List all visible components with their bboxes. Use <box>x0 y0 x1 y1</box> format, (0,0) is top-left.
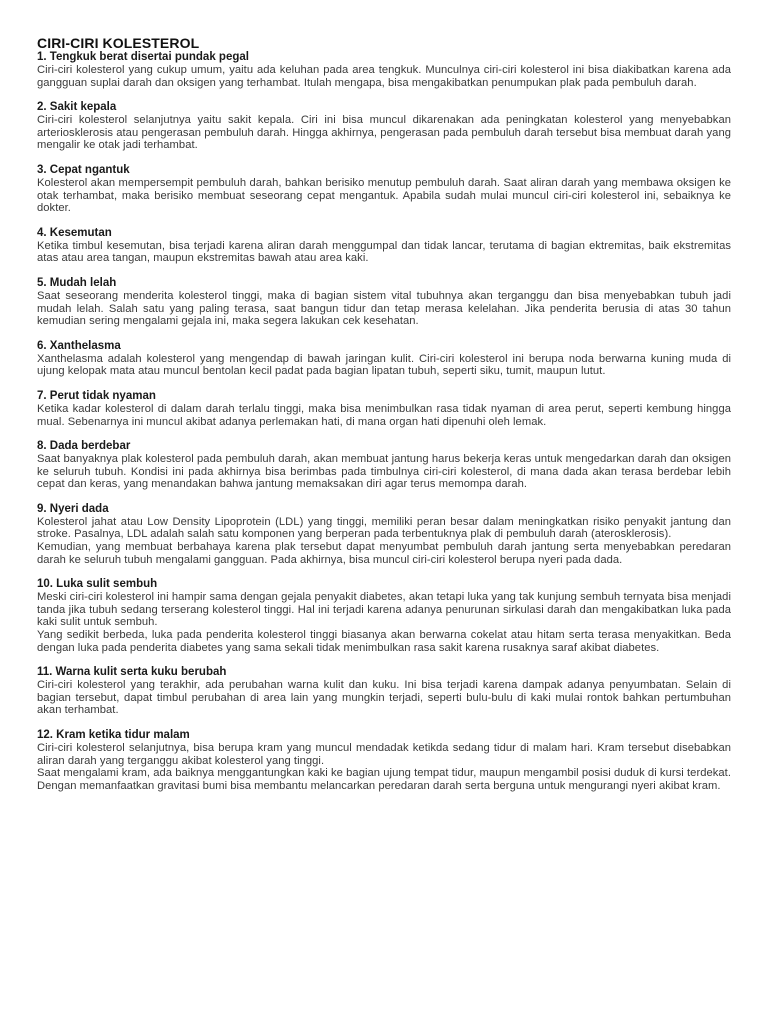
section-paragraph: Ketika timbul kesemutan, bisa terjadi karena aliran darah menggumpal dan tidak lancar, terutama di bagian ektremitas, baik ekstremitas atas atau area tangan, maupun ekstremitas bawah atau area kaki. <box>37 239 731 265</box>
section-heading: 6. Xanthelasma <box>37 339 121 352</box>
section-paragraph: Yang sedikit berbeda, luka pada penderita kolesterol tinggi biasanya akan berwarna cokelat atau hitam serta terasa menyakitkan. Beda dengan luka pada penderita diabetes yang sama sekali tidak menimbulkan rasa sakit karena rusaknya saraf akibat diabetes. <box>37 629 731 654</box>
document-title: CIRI-CIRI KOLESTEROL <box>37 35 200 51</box>
section-heading: 10. Luka sulit sembuh <box>37 578 158 591</box>
section-heading: 1. Tengkuk berat disertai pundak pegal <box>37 51 249 63</box>
section-heading: 5. Mudah lelah <box>37 276 117 289</box>
document-page <box>37 36 731 804</box>
section-8 <box>37 440 731 491</box>
section-11 <box>37 666 731 717</box>
section-paragraph: Kolesterol jahat atau Low Density Lipoprotein (LDL) yang tinggi, memiliki peran besar dalam meningkatkan risiko penyakit jantung dan stroke. Pasalnya, LDL adalah salah satu komponen yang berperan pada terbentuknya plak di pembuluh darah (aterosklerosis). <box>37 515 731 541</box>
section-paragraph: Ketika kadar kolesterol di dalam darah terlalu tinggi, maka bisa menimbulkan rasa tidak nyaman di area perut, seperti kembung hingga mual. Sebenarnya ini muncul akibat adanya perlemakan hati, di mana organ hati dipenuhi oleh lemak. <box>37 402 731 428</box>
section-heading: 9. Nyeri dada <box>37 502 109 515</box>
section-2 <box>37 101 731 152</box>
section-9 <box>37 503 731 566</box>
section-paragraph: Saat banyaknya plak kolesterol pada pembuluh darah, akan membuat jantung harus bekerja keras untuk mengedarkan darah dan oksigen ke seluruh tubuh. Kondisi ini pada akhirnya bisa berimbas pada timbulnya ciri-ciri kolesterol, di mana dada akan terasa berdebar lebih cepat dan keras, yang menandakan bahwa jantung memaksakan diri agar terus memompa darah. <box>37 453 731 491</box>
section-paragraph: Kolesterol akan mempersempit pembuluh darah, bahkan berisiko menutup pembuluh darah. Saat aliran darah yang membawa oksigen ke otak terhambat, maka berisiko membuat seseorang cepat mengantuk. Apabila sudah mulai muncul ciri-ciri kolesterol ini, sebaiknya ke dokter. <box>37 176 731 215</box>
section-paragraph: Ciri-ciri kolesterol selanjutnya yaitu sakit kepala. Ciri ini bisa muncul dikarenakan ada peningkatan kolesterol yang menyebabkan arteriosklerosis atau pengerasan pembuluh darah. Hingga akhirnya, pengerasan pada pembuluh darah tersebut bisa membuat darah yang mengalir ke otak jadi terhambat. <box>37 114 731 152</box>
section-4 <box>37 227 731 265</box>
section-6 <box>37 340 731 378</box>
section-paragraph: Xanthelasma adalah kolesterol yang mengendap di bawah jaringan kulit. Ciri-ciri kolesterol ini berupa noda berwarna kuning muda di ujung kelopak mata atau muncul bentolan kecil padat pada bagian lipatan tubuh, seperti siku, tumit, maupun lutut. <box>37 352 731 378</box>
section-paragraph: Ciri-ciri kolesterol yang cukup umum, yaitu ada keluhan pada area tengkuk. Munculnya ciri-ciri kolesterol ini bisa diakibatkan karena ada gangguan suplai darah dan oksigen yang terhambat. Itulah mengapa, bisa mengakibatkan penumpukan plak pada pembuluh darah. <box>37 64 731 89</box>
section-1 <box>37 51 731 89</box>
section-heading: 4. Kesemutan <box>37 226 112 239</box>
section-paragraph: Ciri-ciri kolesterol yang terakhir, ada perubahan warna kulit dan kuku. Ini bisa terjadi karena dampak adanya penyumbatan. Selain di bagian tersebut, dapat timbul perubahan di area lain yang mungkin terjadi, seperti bulu-bulu di kaki mulai rontok bahkan pertumbuhan akan terhambat. <box>37 679 731 717</box>
section-paragraph: Saat mengalami kram, ada baiknya menggantungkan kaki ke bagian ujung tempat tidur, maupun mengambil posisi duduk di kursi terdekat. Dengan memanfaatkan gravitasi bumi bisa membantu melancarkan peredaran darah serta berguna untuk mengurangi nyeri akibat kram. <box>37 767 731 792</box>
section-heading: 8. Dada berdebar <box>37 440 131 453</box>
section-7 <box>37 390 731 428</box>
section-heading: 7. Perut tidak nyaman <box>37 389 156 402</box>
section-5 <box>37 277 731 328</box>
section-3 <box>37 164 731 215</box>
section-heading: 11. Warna kulit serta kuku berubah <box>37 666 227 679</box>
section-heading: 3. Cepat ngantuk <box>37 163 130 176</box>
section-paragraph: Saat seseorang menderita kolesterol tinggi, maka di bagian sistem vital tubuhnya akan terganggu dan bisa menyebabkan tubuh jadi mudah lelah. Salah satu yang paling terasa, saat bangun tidur dan tetap merasa kelelahan. Jika penderita berusia di atas 30 tahun kemudian sering mengalami gejala ini, maka segera lakukan cek kesehatan. <box>37 289 731 328</box>
section-paragraph: Meski ciri-ciri kolesterol ini hampir sama dengan gejala penyakit diabetes, akan tetapi luka yang tak kunjung sembuh ternyata bisa menjadi tanda jika tubuh sedang terserang kolesterol tinggi. Hal ini terjadi karena adanya penurunan sirkulasi darah dan mengakibatkan luka pada kaki sulit untuk sembuh. <box>37 591 731 629</box>
section-heading: 12. Kram ketika tidur malam <box>37 729 190 741</box>
section-paragraph: Ciri-ciri kolesterol selanjutnya, bisa berupa kram yang muncul mendadak ketikda sedang tidur di malam hari. Kram tersebut disebabkan aliran darah yang terganggu akibat kolesterol yang tinggi. <box>37 742 731 767</box>
section-10 <box>37 578 731 654</box>
section-12 <box>37 729 731 792</box>
section-paragraph: Kemudian, yang membuat berbahaya karena plak tersebut dapat menyumbat pembuluh darah jantung serta menyebabkan peredaran darah ke seluruh tubuh mengalami gangguan. Pada akhirnya, bisa muncul ciri-ciri kolesterol berupa nyeri pada dada. <box>37 541 731 566</box>
section-heading: 2. Sakit kepala <box>37 101 117 114</box>
